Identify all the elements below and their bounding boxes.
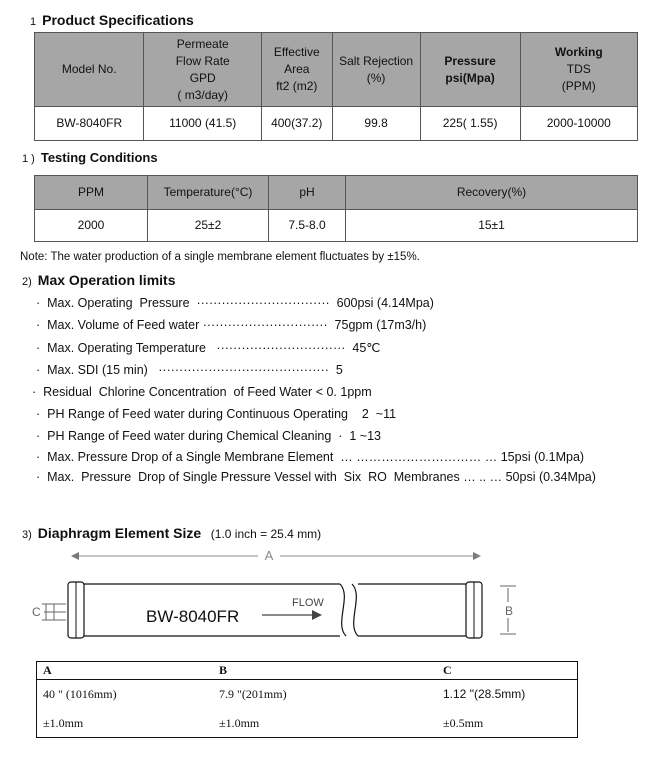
limit-item: · Max. Operating Pressure ································ 600psi (4.14Mpa) — [36, 296, 434, 310]
dimension-b — [500, 586, 516, 634]
dim-header-b: B — [213, 662, 437, 680]
testing-header-recovery: Recovery(%) — [346, 176, 638, 210]
dim-tolerance-c: ±0.5mm — [443, 715, 484, 730]
label-a: A — [264, 548, 274, 563]
spec-pressure: 225( 1.55) — [420, 107, 520, 141]
dimension-table — [36, 661, 578, 738]
diaphragm-title: Diaphragm Element Size — [37, 525, 202, 541]
limits-title: Max Operation limits — [37, 272, 176, 288]
element-model-label: BW-8040FR — [146, 607, 240, 626]
testing-title: Testing Conditions — [40, 150, 158, 165]
testing-ph: 7.5-8.0 — [269, 210, 346, 242]
label-b: B — [504, 604, 514, 618]
testing-recovery: 15±1 — [346, 210, 638, 242]
limit-item: · Max. SDI (15 min) ········································· 5 — [36, 363, 343, 377]
dimension-c — [32, 604, 66, 620]
spec-flow: 11000 (41.5) — [144, 107, 262, 141]
spec-header-flow: Permeate Flow Rate GPD ( m3/day) — [144, 33, 262, 107]
dim-tolerance-b: ±1.0mm — [219, 715, 260, 730]
label-c: C — [32, 605, 41, 619]
spec-model: BW-8040FR — [35, 107, 144, 141]
limit-item: · Max. Operating Temperature ······························· 45℃ — [36, 341, 381, 355]
spec-header-model: Model No. — [35, 33, 144, 107]
limit-item: · Max. Volume of Feed water ······························ 75gpm (17m3/h) — [36, 318, 427, 332]
testing-heading — [22, 150, 158, 165]
diaphragm-unit: (1.0 inch = 25.4 mm) — [210, 527, 322, 541]
limits-number: 2) — [22, 276, 32, 288]
testing-header-temp: Temperature(°C) — [148, 176, 269, 210]
flow-arrow — [262, 597, 324, 620]
testing-number: 1 ) — [22, 153, 35, 165]
limit-item: · Max. Pressure Drop of Single Pressure Vessel with Six RO Membranes … .. … 50psi (0.34Mpa) — [36, 470, 596, 484]
dim-value-a: 40 " (1016mm) — [43, 687, 117, 702]
dim-header-c: C — [437, 662, 578, 680]
spec-table — [34, 32, 638, 141]
limit-item: · Residual Chlorine Concentration of Feed Water < 0. 1ppm — [32, 385, 372, 399]
membrane-element — [68, 582, 482, 638]
testing-table — [34, 175, 638, 242]
spec-heading — [30, 12, 194, 28]
dimension-a — [72, 546, 480, 564]
spec-header-pressure: Pressure psi(Mpa) — [420, 33, 520, 107]
spec-header-tds: Working TDS (PPM) — [520, 33, 637, 107]
dim-value-b: 7.9 "(201mm) — [219, 687, 287, 702]
diaphragm-heading — [22, 525, 321, 541]
dim-tolerance-a: ±1.0mm — [43, 715, 84, 730]
spec-header-area: Effective Area ft2 (m2) — [261, 33, 332, 107]
limits-heading — [22, 272, 175, 288]
dim-value-c: 1.12 "(28.5mm) — [443, 687, 526, 702]
testing-header-ppm: PPM — [35, 176, 148, 210]
spec-title: Product Specifications — [42, 12, 194, 28]
note: Note: The water production of a single membrane element fluctuates by ±15%. — [20, 251, 420, 263]
testing-temp: 25±2 — [148, 210, 269, 242]
limit-item: · PH Range of Feed water during Continuous Operating 2 ~11 — [36, 407, 397, 421]
limit-item: · PH Range of Feed water during Chemical Cleaning · 1 ~13 — [36, 429, 381, 443]
spec-number: 1 — [30, 16, 37, 28]
membrane-diagram — [0, 540, 668, 652]
diaphragm-number: 3) — [22, 529, 32, 541]
spec-header-salt: Salt Rejection (%) — [332, 33, 420, 107]
testing-header-ph: pH — [269, 176, 346, 210]
limit-item: · Max. Pressure Drop of a Single Membrane Element … ………………………… … 15psi (0.1Mpa) — [36, 450, 585, 464]
testing-ppm: 2000 — [35, 210, 148, 242]
spec-salt: 99.8 — [332, 107, 420, 141]
spec-area: 400(37.2) — [261, 107, 332, 141]
flow-label: FLOW — [292, 597, 324, 609]
dim-header-a: A — [37, 662, 214, 680]
spec-tds: 2000-10000 — [520, 107, 637, 141]
